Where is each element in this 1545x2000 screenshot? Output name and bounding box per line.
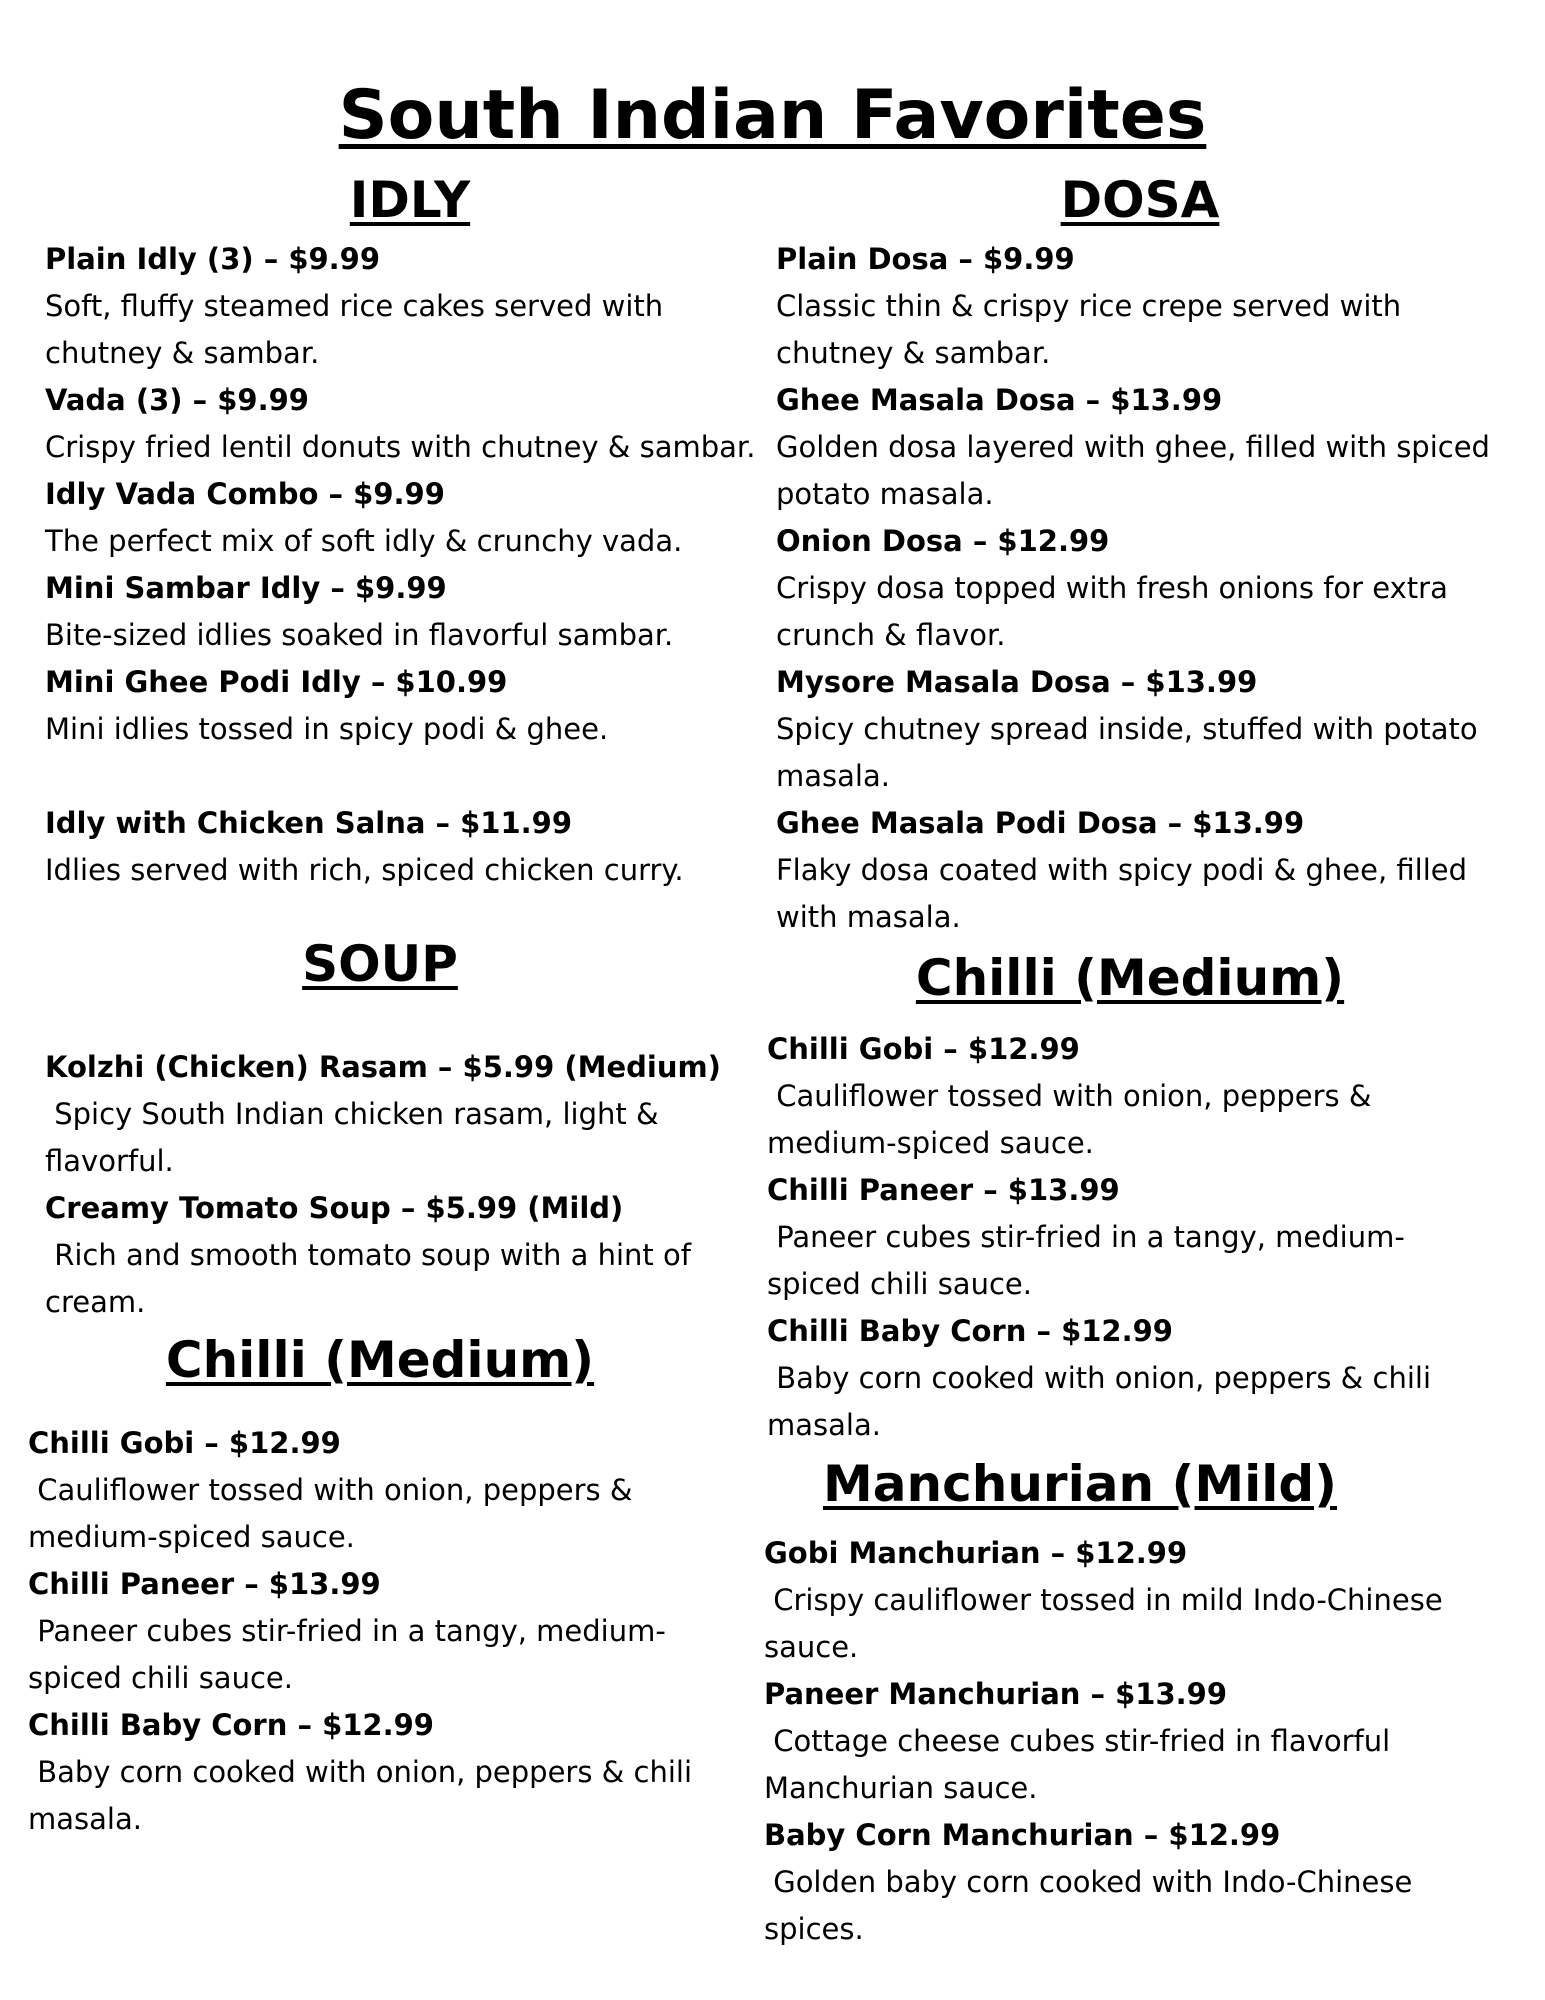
menu-item-description: Paneer cubes stir-fried in a tangy, medium-spiced chili sauce. <box>28 1614 666 1695</box>
menu-item <box>45 236 685 377</box>
menu-title: South Indian Favorites <box>338 76 1207 155</box>
menu-item-description: Golden dosa layered with ghee, filled with spiced potato masala. <box>776 430 1490 511</box>
menu-item <box>45 659 765 753</box>
menu-item-description: Flaky dosa coated with spicy podi & ghee, filled with masala. <box>776 853 1468 934</box>
menu-item <box>776 659 1506 800</box>
menu-item-name: Plain Dosa – $9.99 <box>776 242 1075 276</box>
menu-item-description: Cauliflower tossed with onion, peppers & medium-spiced sauce. <box>767 1079 1381 1160</box>
menu-item-description: Spicy chutney spread inside, stuffed with potato masala. <box>776 712 1478 793</box>
menu-item <box>45 377 765 471</box>
menu-item-description: Soft, fluffy steamed rice cakes served with chutney & sambar. <box>45 289 664 370</box>
menu-item <box>764 1530 1484 1671</box>
section-heading-soup: SOUP <box>302 935 458 993</box>
menu-item-description: Rich and smooth tomato soup with a hint of cream. <box>45 1238 701 1319</box>
menu-item-description: Golden baby corn cooked with Indo-Chinese spices. <box>764 1865 1422 1946</box>
menu-item <box>767 1308 1487 1449</box>
menu-item <box>45 565 765 659</box>
chilli-left-menu-list <box>28 1420 728 1843</box>
menu-item <box>45 1185 745 1326</box>
menu-item <box>776 236 1506 377</box>
menu-item <box>776 518 1506 659</box>
chilli-right-menu-list <box>767 1026 1487 1449</box>
menu-item-description: Baby corn cooked with onion, peppers & chili masala. <box>28 1755 702 1836</box>
menu-item-name: Creamy Tomato Soup – $5.99 (Mild) <box>45 1191 624 1225</box>
menu-item-name: Mini Sambar Idly – $9.99 <box>45 571 447 605</box>
dosa-menu-list <box>776 236 1506 941</box>
menu-item-name: Ghee Masala Podi Dosa – $13.99 <box>776 806 1305 840</box>
menu-item-description: Crispy dosa topped with fresh onions for extra crunch & flavor. <box>776 571 1448 652</box>
menu-item-name: Idly with Chicken Salna – $11.99 <box>45 806 573 840</box>
idly-menu-list <box>45 236 765 894</box>
section-heading-manchurian: Manchurian (Mild) <box>823 1455 1337 1513</box>
menu-item <box>764 1671 1484 1812</box>
menu-item <box>45 471 765 565</box>
section-heading-dosa: DOSA <box>1060 171 1220 229</box>
menu-item <box>28 1561 728 1702</box>
menu-item-description: Crispy cauliflower tossed in mild Indo-Chinese sauce. <box>764 1583 1452 1664</box>
menu-item <box>28 1702 728 1843</box>
menu-item <box>776 377 1506 518</box>
menu-item-description: Classic thin & crispy rice crepe served with chutney & sambar. <box>776 289 1402 370</box>
menu-item-description: Cauliflower tossed with onion, peppers & medium-spiced sauce. <box>28 1473 642 1554</box>
menu-item-description: Cottage cheese cubes stir-fried in flavorful Manchurian sauce. <box>764 1724 1400 1805</box>
menu-item-name: Chilli Paneer – $13.99 <box>28 1567 381 1601</box>
menu-item-description: Mini idlies tossed in spicy podi & ghee. <box>45 712 609 746</box>
manchurian-menu-list <box>764 1530 1484 1953</box>
menu-item-name: Plain Idly (3) – $9.99 <box>45 242 381 276</box>
menu-item <box>45 800 765 894</box>
menu-item-description: Spicy South Indian chicken rasam, light & flavorful. <box>45 1097 668 1178</box>
menu-item-name: Chilli Gobi – $12.99 <box>28 1426 341 1460</box>
menu-item <box>764 1812 1484 1953</box>
menu-item <box>776 800 1506 941</box>
menu-item-name: Idly Vada Combo – $9.99 <box>45 477 445 511</box>
menu-item-description: The perfect mix of soft idly & crunchy vada. <box>45 524 683 558</box>
menu-item <box>767 1026 1487 1167</box>
menu-item-name: Ghee Masala Dosa – $13.99 <box>776 383 1223 417</box>
menu-item-description: Baby corn cooked with onion, peppers & chili masala. <box>767 1361 1441 1442</box>
menu-item-name: Gobi Manchurian – $12.99 <box>764 1536 1188 1570</box>
menu-item-name: Chilli Baby Corn – $12.99 <box>767 1314 1173 1348</box>
menu-item <box>28 1420 728 1561</box>
soup-menu-list <box>45 1044 745 1326</box>
menu-item <box>45 1044 745 1185</box>
menu-item-name: Mysore Masala Dosa – $13.99 <box>776 665 1258 699</box>
menu-item-name: Mini Ghee Podi Idly – $10.99 <box>45 665 508 699</box>
menu-item-name: Onion Dosa – $12.99 <box>776 524 1110 558</box>
menu-item-description: Idlies served with rich, spiced chicken curry. <box>45 853 684 887</box>
section-heading-chilli-left: Chilli (Medium) <box>165 1331 595 1389</box>
menu-item-name: Chilli Baby Corn – $12.99 <box>28 1708 434 1742</box>
menu-item-name: Chilli Gobi – $12.99 <box>767 1032 1080 1066</box>
menu-item-description: Paneer cubes stir-fried in a tangy, medium-spiced chili sauce. <box>767 1220 1405 1301</box>
menu-item-description: Crispy fried lentil donuts with chutney & sambar. <box>45 430 756 464</box>
section-heading-idly: IDLY <box>349 171 471 229</box>
menu-item-name: Vada (3) – $9.99 <box>45 383 309 417</box>
section-heading-chilli-right: Chilli (Medium) <box>915 949 1345 1007</box>
menu-item-name: Kolzhi (Chicken) Rasam – $5.99 (Medium) <box>45 1050 721 1084</box>
menu-item-name: Paneer Manchurian – $13.99 <box>764 1677 1228 1711</box>
menu-item-description: Bite-sized idlies soaked in flavorful sambar. <box>45 618 674 652</box>
menu-item-name: Chilli Paneer – $13.99 <box>767 1173 1120 1207</box>
menu-item <box>767 1167 1487 1308</box>
menu-item-name: Baby Corn Manchurian – $12.99 <box>764 1818 1281 1852</box>
